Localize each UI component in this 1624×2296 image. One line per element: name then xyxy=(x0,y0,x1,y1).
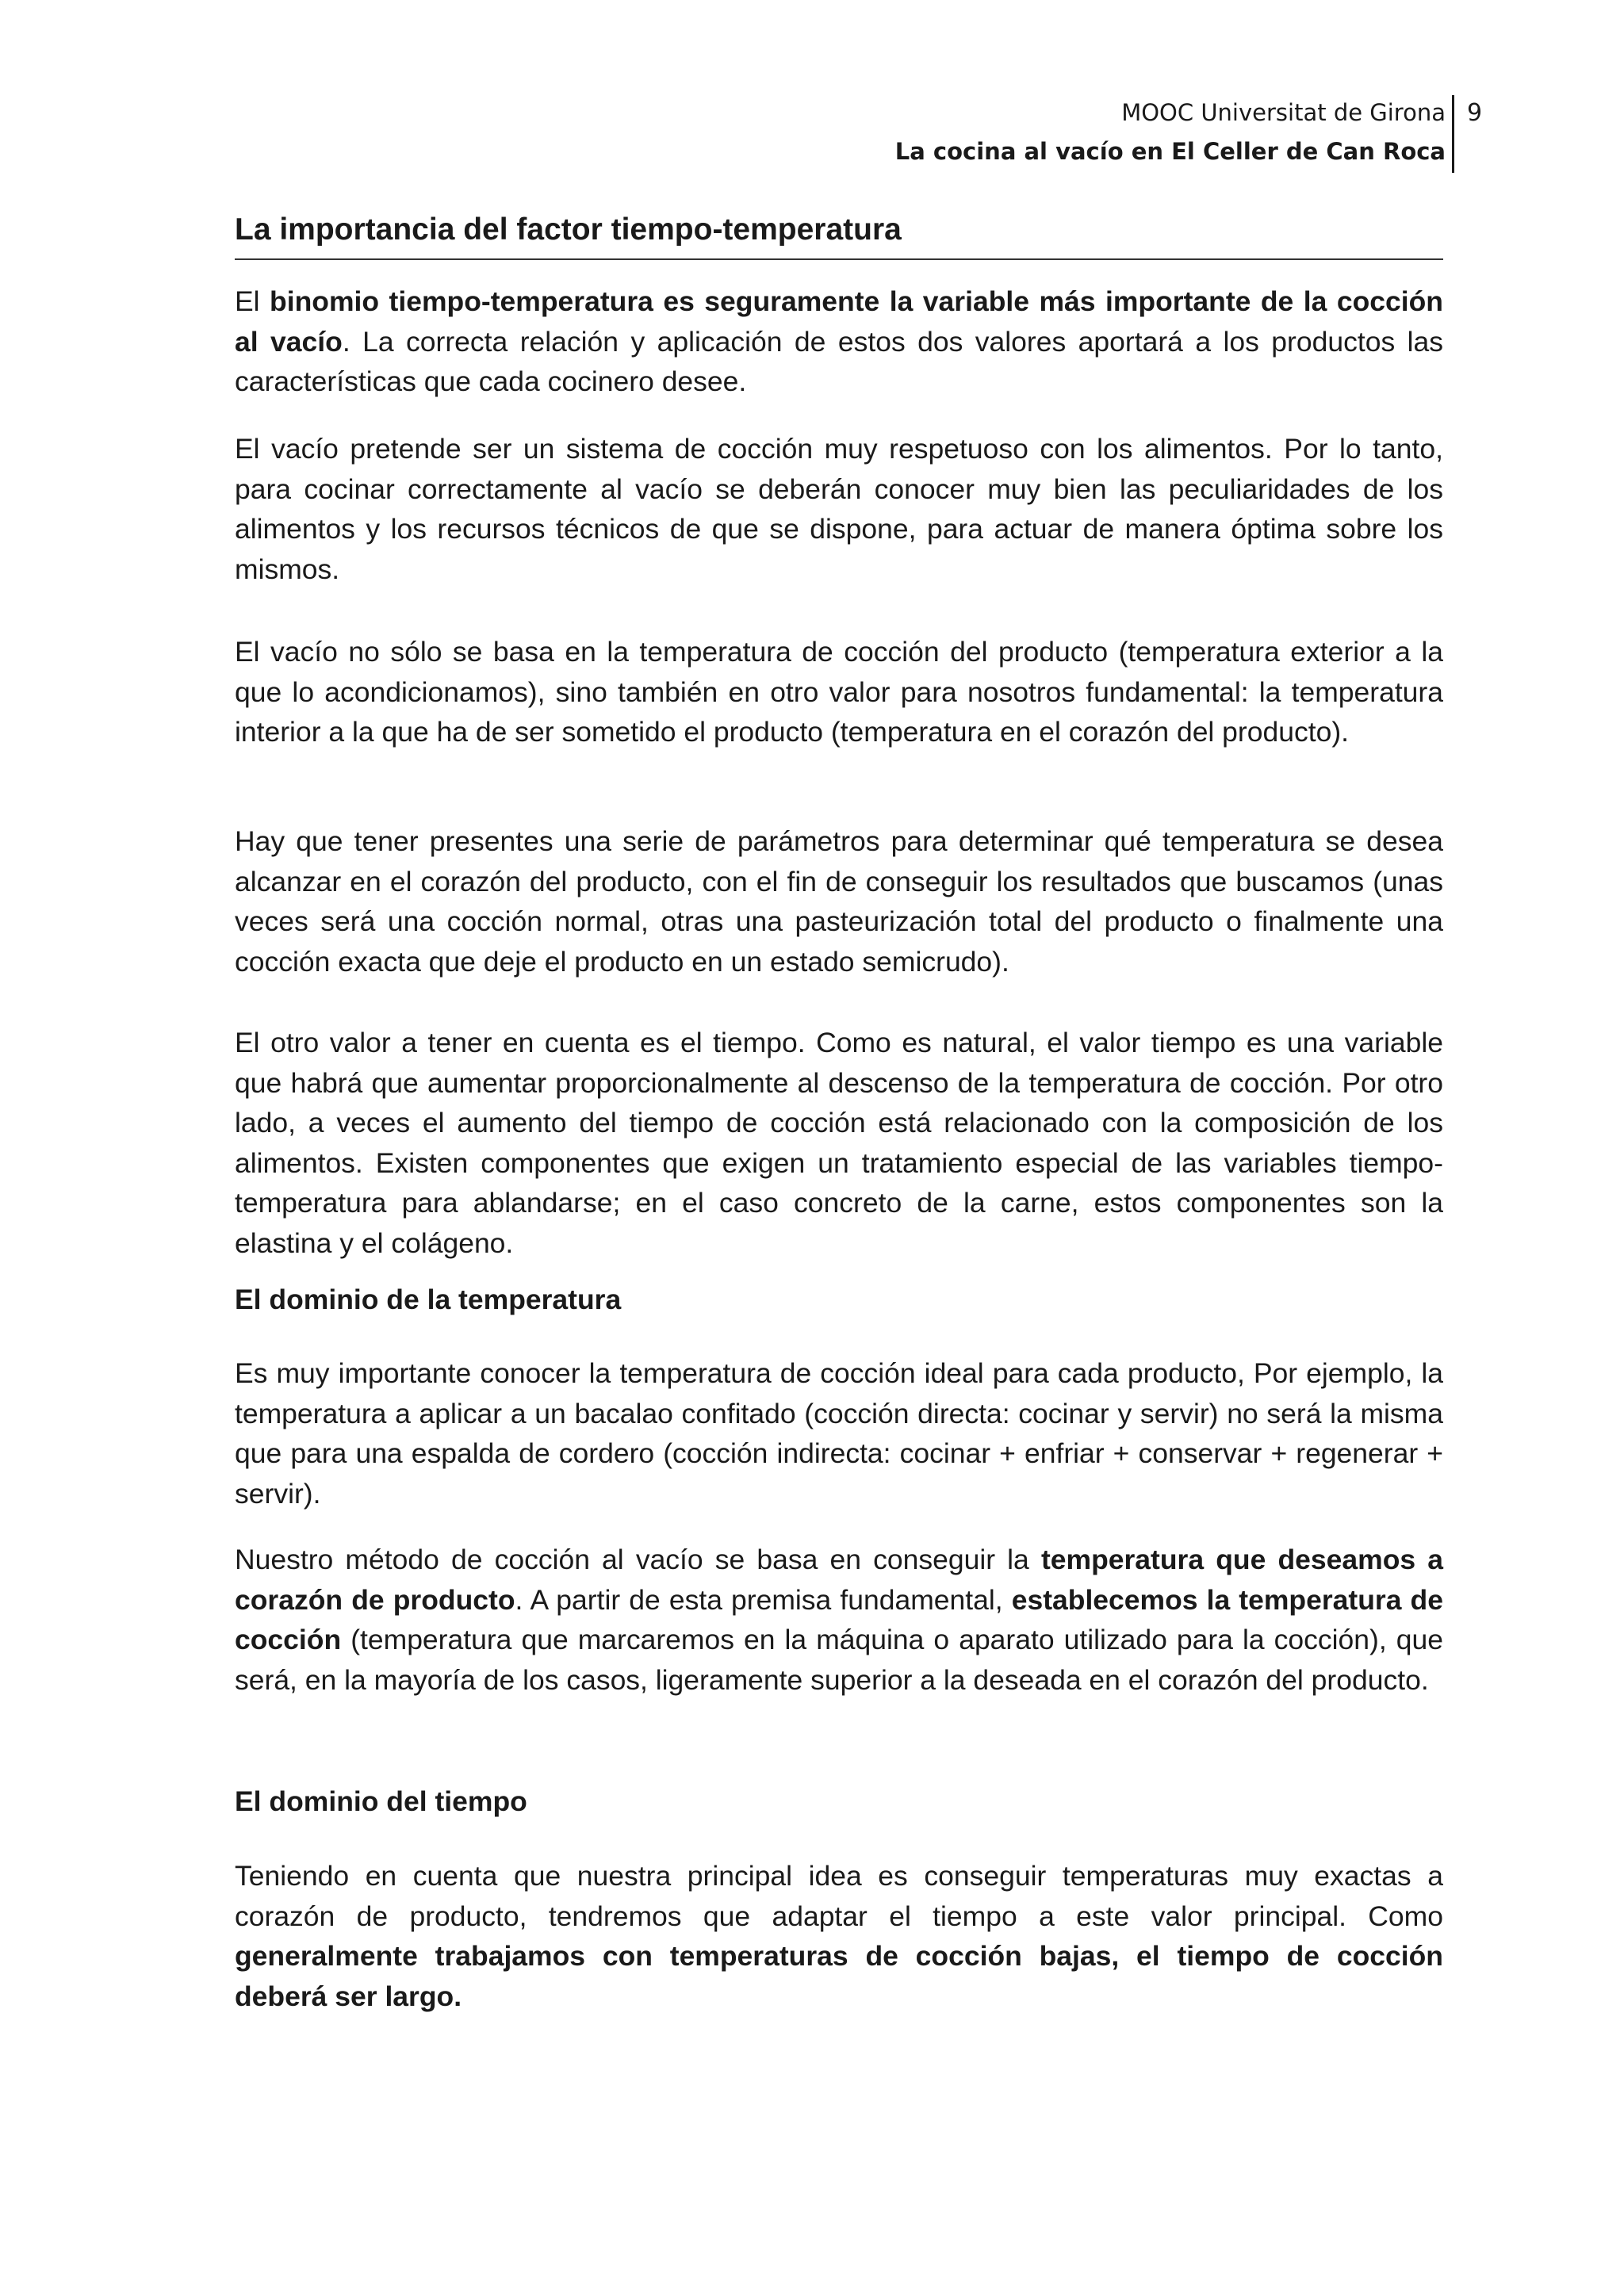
paragraph-vacio-respetuoso: El vacío pretende ser un sistema de cocción muy respetuoso con los alimentos. Por lo tanto, para cocinar correctamente al vacío se deberán conocer muy bien las peculiaridades de los alimentos y los recursos técnicos de que se dispone, para actuar de manera óptima sobre los mismos. xyxy=(235,433,1443,585)
paragraph-parametros: Hay que tener presentes una serie de parámetros para determinar qué temperatura se desea alcanzar en el corazón del producto, con el fin de conseguir los resultados que buscamos (unas veces será una cocción normal, otras una pasteurización total del producto o finalmente una cocción exacta que deje el producto en un estado semicrudo). xyxy=(235,825,1443,978)
paragraph-tiempo: El otro valor a tener en cuenta es el tiempo. Como es natural, el valor tiempo es una variable que habrá que aumentar proporcionalmente al descenso de la temperatura de cocción. Por otro lado, a veces el aumento del tiempo de cocción está relacionado con la composición de los alimentos. Existen componentes que exigen un tratamiento especial de las variables tiempo-temperatura para ablandarse; en el caso concreto de la carne, estos componentes son la elastina y el colágeno. xyxy=(235,1027,1443,1259)
bold-run: generalmente trabajamos con temperaturas de cocción bajas, el tiempo de cocción deberá ser largo. xyxy=(235,1940,1443,2012)
paragraph-metodo-coccion xyxy=(235,1540,1443,1700)
paragraph-temperatura-interior: El vacío no sólo se basa en la temperatura de cocción del producto (temperatura exterior a la que lo acondicionamos), sino también en otro valor para nosotros fundamental: la temperatura interior a la que ha de ser sometido el producto (temperatura en el corazón del producto). xyxy=(235,636,1443,748)
page-number: 9 xyxy=(1467,99,1483,127)
bold-run: binomio tiempo-temperatura es seguramente la variable más importante de la cocción al vacío xyxy=(235,285,1443,358)
subheading-dominio-temperatura: El dominio de la temperatura xyxy=(235,1284,622,1315)
bold-run: temperatura que deseamos a corazón de producto xyxy=(235,1544,1444,1616)
running-header xyxy=(895,94,1446,171)
header-divider xyxy=(1452,95,1454,173)
text-run: (temperatura que marcaremos en la máquina o aparato utilizado para la cocción), que será, en la mayoría de los casos, ligeramente superior a la deseada en el corazón del producto. xyxy=(235,1624,1443,1696)
document-title: La cocina al vacío en El Celler de Can Roca xyxy=(894,138,1446,165)
paragraph-temperatura-ideal: Es muy importante conocer la temperatura de cocción ideal para cada producto, Por ejemplo, la temperatura a aplicar a un bacalao confitado (cocción directa: cocinar y servir) no será la misma que para una espalda de cordero (cocción indirecta: cocinar + enfriar + conservar + regenerar + servir). xyxy=(235,1357,1443,1510)
paragraph-tiempo-largo xyxy=(235,1856,1443,2016)
bold-run: establecemos la temperatura de cocción xyxy=(235,1583,1443,1655)
text-run: Nuestro método de cocción al vacío se basa en conseguir la xyxy=(235,1544,1041,1575)
text-run: . A partir de esta premisa fundamental, xyxy=(515,1583,1012,1616)
subheading-dominio-tiempo: El dominio del tiempo xyxy=(235,1785,527,1817)
section-title: La importancia del factor tiempo-temperatura xyxy=(235,206,1443,260)
text-run: . La correcta relación y aplicación de estos dos valores aportará a los productos las características que cada cocinero desee. xyxy=(235,325,1444,397)
paragraph-binomio xyxy=(235,281,1443,402)
text-run: Teniendo en cuenta que nuestra principal idea es conseguir temperaturas muy exactas a corazón de producto, tendremos que adaptar el tiempo a este valor principal. Como xyxy=(235,1860,1443,1932)
course-title: MOOC Universitat de Girona xyxy=(1121,99,1446,126)
text-run: El xyxy=(235,285,270,317)
